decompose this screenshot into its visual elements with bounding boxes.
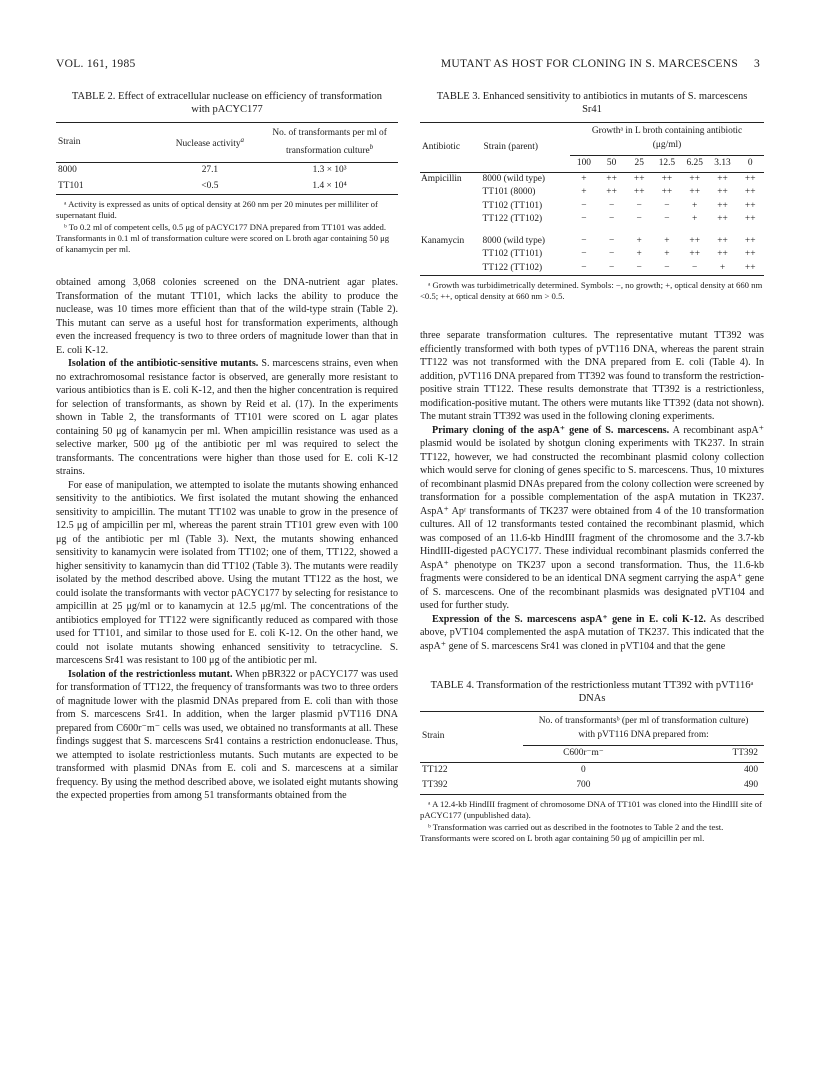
- table-3-growth-value: ++: [606, 187, 617, 197]
- table-3-growth-value: ++: [744, 235, 756, 246]
- table-3-growth-value: −: [608, 214, 615, 224]
- table-3-strain: 8000 (wild type): [482, 235, 546, 246]
- table-2-header-strain: Strain: [58, 136, 81, 147]
- table-row: [420, 213, 764, 227]
- table-3-growth-value: +: [581, 173, 587, 184]
- table-2-header-nuclease: Nuclease activity$^a$: [175, 135, 245, 149]
- table-3-concentration-header: 100: [576, 158, 591, 168]
- section-heading: Isolation of the restrictionless mutant.: [68, 668, 233, 680]
- table-row: [420, 227, 764, 249]
- table-3-growth-value: ++: [717, 214, 728, 224]
- table-3-growth-value: ++: [717, 173, 728, 184]
- table-row: TT101 <0.5 1.4 × 10⁴: [56, 179, 398, 195]
- table-3-growth-value: −: [608, 235, 615, 246]
- section-heading: Isolation of the antibiotic-sensitive mutants.: [68, 358, 259, 370]
- table-3-growth-value: +: [664, 249, 670, 259]
- table-row: [420, 172, 764, 186]
- footnote: ᵃ A 12.4-kb HindIII fragment of chromosome DNA of TT101 was cloned into the HindIII site of pACYC177 (unpublished data).: [420, 798, 762, 820]
- footnote: ᵇ To 0.2 ml of competent cells, 0.5 μg of pACYC177 DNA prepared from TT101 was added. Transformants in 0.1 ml of transformation culture were scored on L broth agar containing 50 μg of kanamycin per ml.: [56, 222, 390, 255]
- running-title: [441, 58, 760, 70]
- table-3-growth-value: ++: [661, 173, 673, 184]
- table-3-growth-value: +: [636, 249, 642, 259]
- table-3-growth-value: ++: [633, 173, 645, 184]
- running-title-text: MUTANT AS HOST FOR CLONING IN S. MARCESCENS: [440, 58, 739, 70]
- table-3-growth-value: ++: [744, 200, 756, 211]
- table-3-growth-value: −: [664, 262, 670, 273]
- table-3-growth-value: ++: [633, 187, 645, 197]
- table-3-caption: TABLE 3. Enhanced sensitivity to antibiotics in mutants of S. marcescens Sr41: [436, 91, 748, 115]
- table-3-strain: TT101 (8000): [482, 187, 536, 197]
- table-3-growth-value: −: [636, 200, 642, 211]
- table-3-concentration-header: 0: [747, 158, 753, 168]
- table-3-concentration-header: 50: [606, 158, 617, 168]
- table-3-growth-value: ++: [717, 249, 728, 259]
- table-3-header-antibiotic: Antibiotic: [420, 123, 482, 173]
- table-3-growth-value: +: [664, 235, 670, 246]
- table-3-growth-value: ++: [744, 187, 756, 197]
- table-3-growth-value: −: [692, 262, 698, 273]
- table-3-concentration-header: 3.13: [714, 158, 731, 168]
- table-3-growth-value: −: [664, 214, 670, 224]
- table-3-antibiotic: Kanamycin: [421, 235, 465, 246]
- table-3-growth-value: ++: [744, 249, 756, 259]
- table-3-growth-value: −: [581, 200, 587, 211]
- body-paragraph: For ease of manipulation, we attempted to isolate the mutants showing enhanced sensitivity to the antibiotics. We first isolated the mutant showing the enhanced sensitivity to ampicillin. The mutant TT102 was unable to grow in the presence of 12.5 μg of ampicillin per ml, whereas the parent strain TT101 grew even with 100 μg of the antibiotic per ml (Table 3). Next, the mutants showing enhanced sensitivity to kanamycin were isolated from TT102; one of them, TT122, showed a higher sensitivity to kanamycin than did TT102 (Table 3). The mutants were readily isolated by the method described above. Using the mutant TT122 as the host, we could isolate the transformants with vector pACYC177 by selecting for resistance to ampicillin at 25 μg/ml or to kanamycin at 12.5 μg/ml. The concentrations of the antibiotics employed for TT122 were significantly reduced as compared with those used for TT101, and similar to those used for E. coli K-12. On the other hand, we could not isolate mutants showing enhanced sensitivity to tetracycline. S. marcescens Sr41 was resistant to 100 μg of the antibiotic per ml.: [56, 479, 398, 667]
- table-4-grid: [420, 711, 764, 795]
- table-3-strain: TT122 (TT102): [482, 262, 543, 273]
- table-3-growth-value: ++: [717, 235, 728, 246]
- table-3-growth-value: +: [719, 262, 726, 273]
- volume-year: VOL. 161, 1985: [56, 58, 136, 70]
- table-3-growth-value: −: [581, 262, 587, 273]
- table-2: [56, 90, 398, 255]
- table-row: [420, 186, 764, 200]
- table-row: [420, 248, 764, 262]
- table-2-header-transformants: No. of transformants per ml of transformation culture$^b$: [272, 128, 387, 156]
- table-3-growth-value: ++: [689, 173, 700, 184]
- table-3-footnotes: [420, 280, 764, 302]
- table-3-growth-value: −: [664, 200, 670, 211]
- body-paragraph: Isolation of the antibiotic-sensitive mutants. S. marcescens strains, even when no extrachromosomal resistance factor is observed, are generally more resistant to various antibiotics than is E. coli K-12, and then the higher concentration is required for selection of transformants, as shown by Reid et al. (17). In the experiments shown in Table 2, the transformants of TT101 were scored on L agar plates containing 50 μg of kanamycin per ml. When ampicillin resistance was used as a selective marker, 500 μg of the antibiotic per ml was required to select the transformants. The concentrations were higher than those used for E. coli K-12 strains.: [56, 358, 398, 478]
- table-3-concentration-header: 12.5: [658, 158, 676, 168]
- table-row: TT122 0 400: [422, 764, 758, 775]
- section-heading: Expression of the S. marcescens aspA⁺ gene in E. coli K-12.: [432, 613, 706, 625]
- table-3-strain: TT102 (TT101): [482, 200, 543, 211]
- table-3-growth-value: −: [636, 262, 642, 273]
- table-3-growth-value: ++: [689, 249, 700, 259]
- table-3: [420, 90, 764, 302]
- page-number: 3: [753, 58, 760, 70]
- table-4-header-c600: C600r⁻m⁻: [563, 748, 604, 758]
- table-3-growth-value: +: [692, 214, 698, 224]
- footnote: ᵃ Growth was turbidimetrically determined. Symbols: −, no growth; +, optical density at 660 nm <0.5; ++, optical density at 660 nm > 0.5.: [420, 280, 763, 301]
- table-4-caption: TABLE 4. Transformation of the restrictionless mutant TT392 with pVT116ᵃ DNAs: [430, 680, 754, 704]
- table-3-growth-value: ++: [717, 187, 728, 197]
- table-3-growth-value: −: [608, 249, 615, 259]
- table-3-growth-value: −: [608, 262, 615, 273]
- body-paragraph: Expression of the S. marcescens aspA⁺ gene in E. coli K-12. As described above, pVT104 complemented the aspA mutation of TK237. This indicated that the aspA⁺ gene of S. marcescens Sr41 was cloned in pVT104 and that the gene: [420, 613, 764, 652]
- table-4-header-strain: Strain: [420, 712, 523, 763]
- table-3-concentration-header: 25: [634, 158, 644, 168]
- section-heading: Primary cloning of the aspA⁺ gene of S. marcescens.: [432, 424, 670, 436]
- table-3-growth-value: +: [692, 200, 698, 211]
- table-3-grid: [420, 122, 764, 276]
- table-2-caption: TABLE 2. Effect of extracellular nuclease on efficiency of transformation with pACYC177: [71, 91, 383, 115]
- table-3-header-growth: Growthᵃ in L broth containing antibiotic (μg/ml): [570, 123, 764, 156]
- table-3-growth-value: ++: [689, 187, 700, 197]
- table-3-growth-value: ++: [744, 262, 756, 273]
- right-column: [420, 90, 764, 845]
- footnote: ᵃ Activity is expressed as units of optical density at 260 nm per 20 minutes per milliliter of supernatant fluid.: [56, 199, 378, 221]
- table-3-growth-value: −: [581, 235, 587, 246]
- table-2-grid: [56, 122, 398, 195]
- body-paragraph: three separate transformation cultures. The representative mutant TT392 was efficiently transformed with both types of pVT116 DNA, whereas the parent strain TT122 was not transformed with the DNA prepared from E. coli (Table 4). In addition, pVT116 DNA prepared from TT392 was found to transform the restriction-positive strain TT122. These results demonstrate that TT392 is a restrictionless, modification-positive mutant. The others were mutants like TT392 (data not shown). The mutant strain TT392 was used in the following cloning experiments.: [420, 330, 764, 422]
- table-4-header-tt392: TT392: [732, 748, 758, 758]
- table-3-growth-value: +: [581, 187, 587, 197]
- table-3-strain: TT102 (TT101): [482, 249, 543, 259]
- footnote: ᵇ Transformation was carried out as described in the footnotes to Table 2 and the test. Transformants were scored on L broth agar containing 50 μg of ampicillin per ml.: [420, 821, 724, 843]
- body-paragraph: Isolation of the restrictionless mutant. When pBR322 or pACYC177 was used for transformation of TT122, the frequency of transformants was two to three orders of magnitude lower with the plasmid DNAs prepared from E. coli than with those from S. marcescens Sr41. In addition, when the larger plasmid pVT116 DNA prepared from C600r⁻m⁻ cells was used, we obtained no transformants at all. These findings suggest that S. marcescens Sr41 contains a restriction endonuclease. Thus, we attempted to isolate restrictionless mutants. Such mutants are expected to be transformed with plasmid DNAs from E. coli and S. marcescens at a similar frequency. By using the method described above, we isolated eight mutants showing the expected properties from among 51 transformants obtained from the: [56, 668, 399, 802]
- table-3-growth-value: ++: [744, 214, 756, 224]
- table-3-growth-value: −: [636, 214, 642, 224]
- table-4: [420, 679, 764, 844]
- table-row: TT392 700 490: [420, 778, 764, 794]
- table-row: [420, 262, 764, 276]
- table-3-concentration-header: 6.25: [686, 158, 703, 168]
- table-4-footnotes: [420, 799, 764, 844]
- body-paragraph: Primary cloning of the aspA⁺ gene of S. marcescens. A recombinant aspA⁺ plasmid would be isolated by shotgun cloning experiments with TK237. In strain TT122, however, we had constructed the recombinant plasmid colony collection which would serve for cloning of genes specific to S. marcescens. Thus, 10 mixtures of recombinant plasmid DNAs prepared from the colony collection were screened by transformation for a possible complementation of the aspA mutation in TK237. AspA⁺ Apʳ transformants of TK237 were obtained from 4 of the 10 transformation cultures. All of 12 transformants tested contained the recombinant plasmid, which was composed of an 11.6-kb HindIII fragment of the chromosome and the 3.7-kb HindIII-digested pACYC177. These individual recombinant plasmids conferred the AspA⁺ phenotype on TK237 upon a second transformation. Thus, the 11.6-kb fragments were considered to be an identical DNA segment carrying the aspA⁺ gene of S. marcescens. One of the recombinant plasmids was designated pVT104 and used for further study.: [420, 424, 764, 611]
- table-3-antibiotic: Ampicillin: [421, 173, 462, 184]
- table-row: 8000 27.1 1.3 × 10³: [58, 165, 347, 176]
- table-3-growth-value: ++: [661, 187, 673, 197]
- table-3-growth-value: −: [581, 214, 587, 224]
- table-3-growth-value: −: [608, 200, 615, 211]
- left-column: [56, 90, 398, 803]
- table-3-growth-value: ++: [606, 173, 617, 184]
- table-3-strain: TT122 (TT102): [482, 214, 543, 224]
- body-paragraph: obtained among 3,068 colonies screened on the DNA-nutrient agar plates. Transformation of the mutant TT101, which lacks the ability to produce the nuclease, was 10 times more efficient than that of the wild-type strain (Table 2). This mutant can serve as a useful host for transformation experiments, although even the increased frequency is two to three orders of magnitude lower than that in E. coli K-12.: [56, 277, 398, 356]
- table-3-growth-value: ++: [717, 200, 728, 211]
- table-3-growth-value: +: [636, 235, 642, 246]
- table-4-header-group: No. of transformantsᵇ (per ml of transformation culture) with pVT116 DNA prepared from:: [523, 712, 764, 746]
- table-3-strain: 8000 (wild type): [482, 173, 546, 184]
- table-2-footnotes: [56, 199, 398, 255]
- table-3-header-strain: Strain (parent): [482, 123, 571, 173]
- table-3-growth-value: ++: [689, 235, 700, 246]
- table-3-growth-value: ++: [744, 173, 756, 184]
- table-3-growth-value: −: [581, 249, 587, 259]
- table-row: [420, 200, 764, 214]
